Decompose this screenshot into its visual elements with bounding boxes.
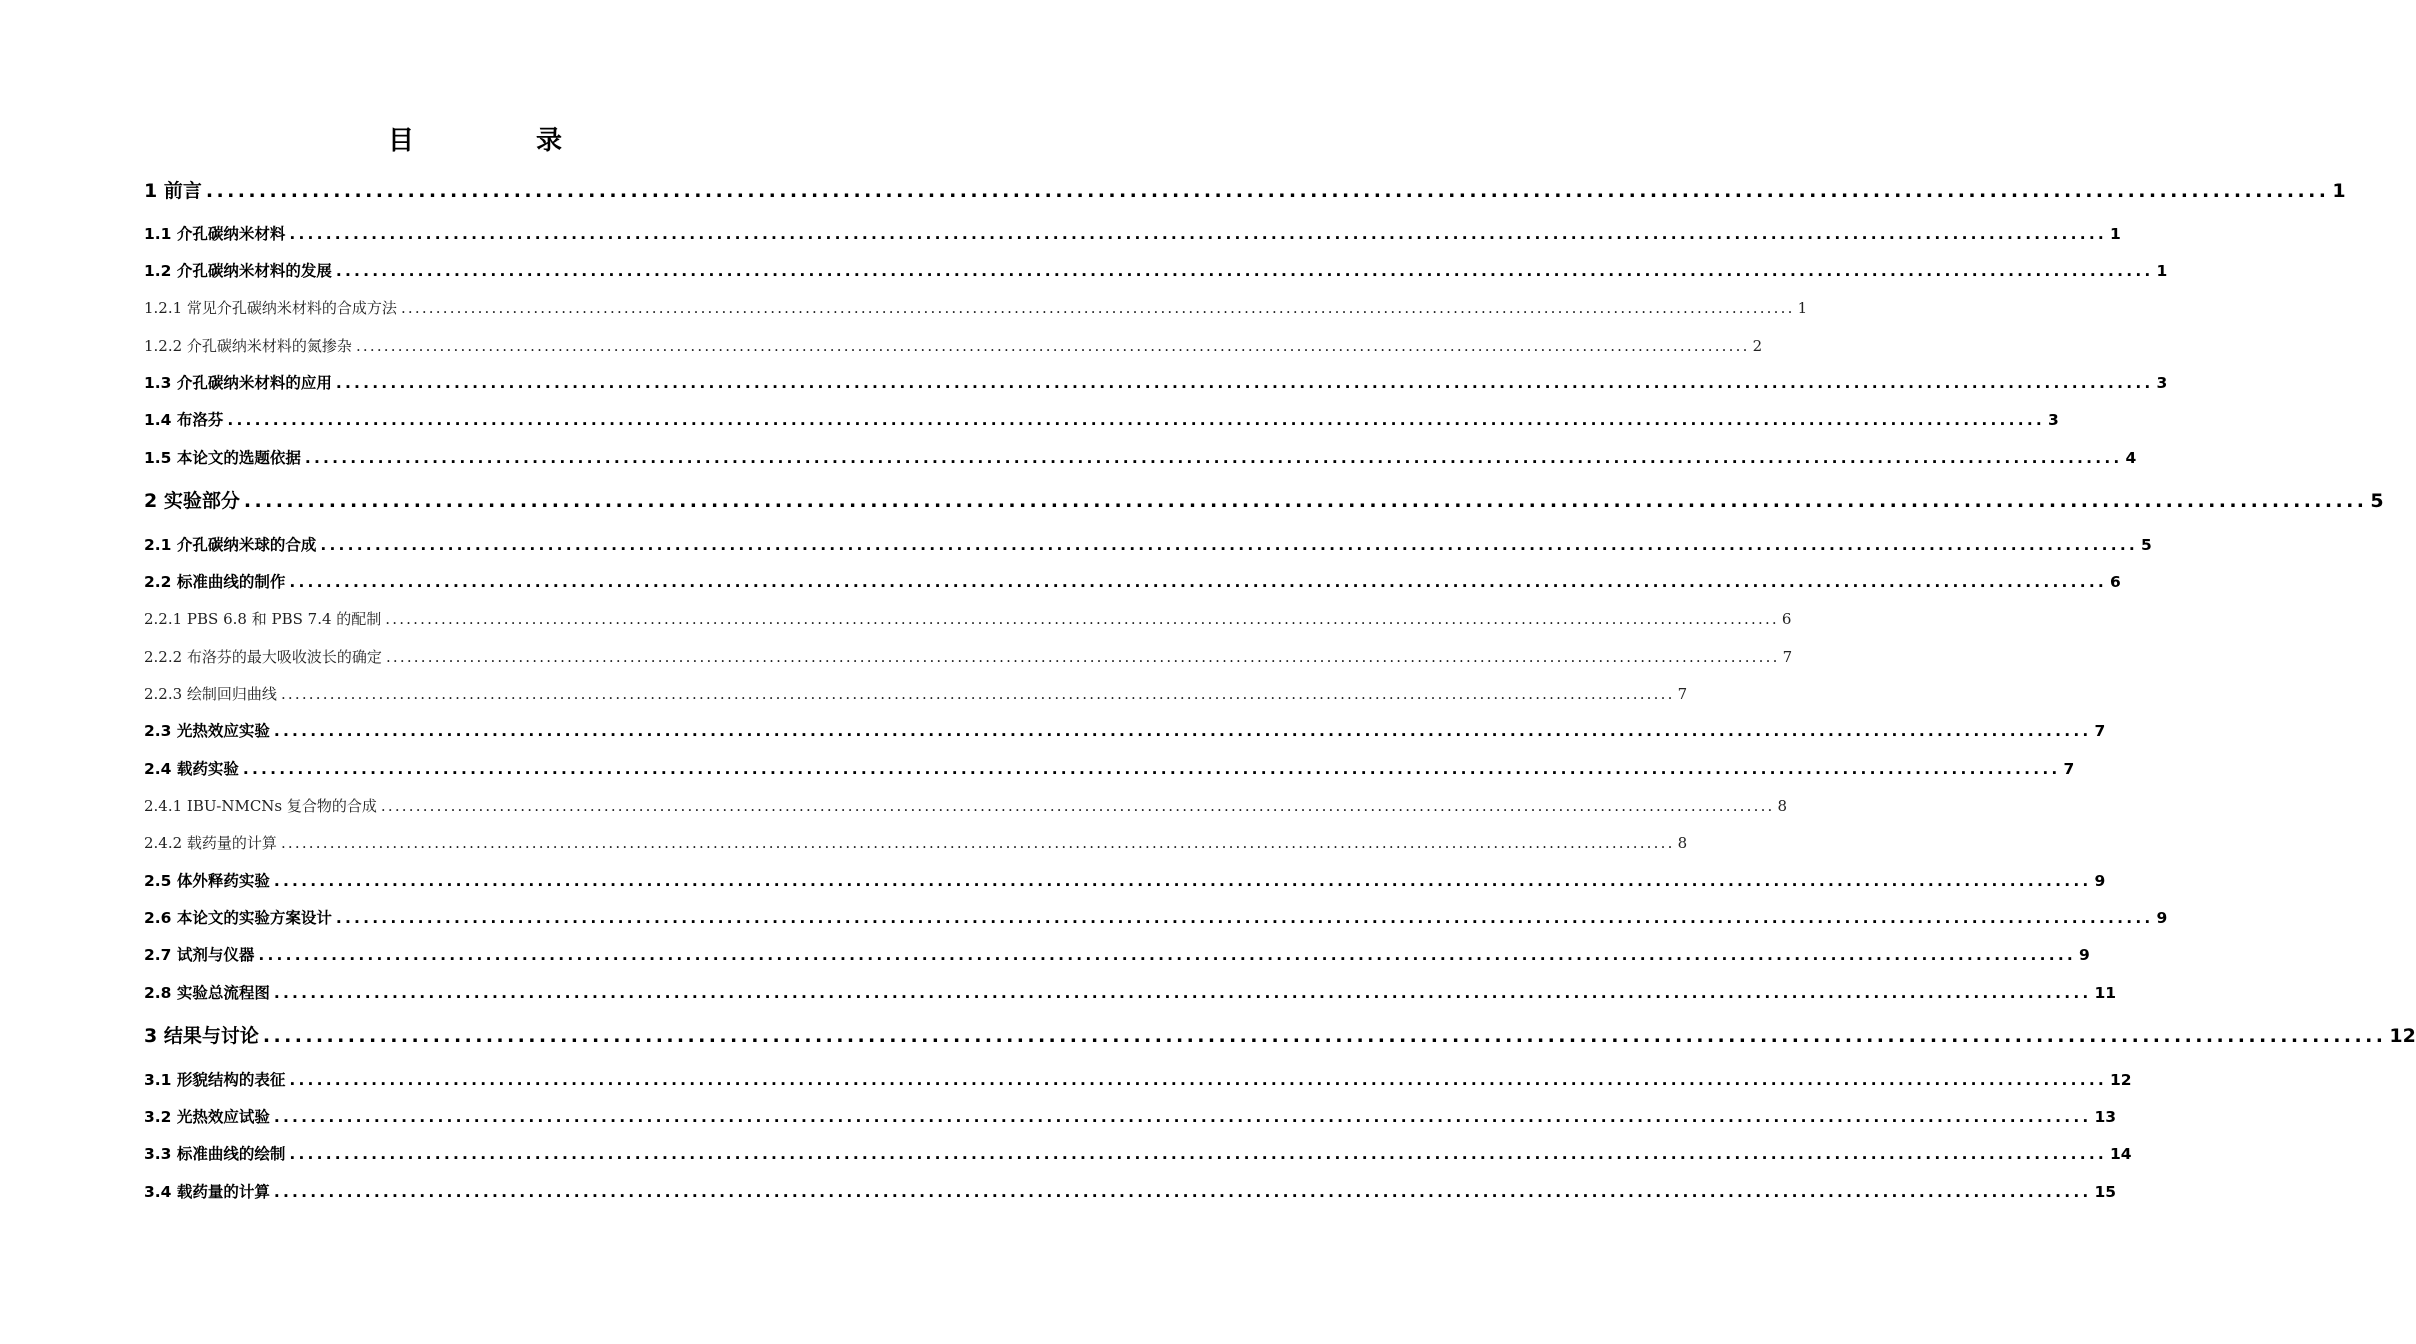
toc-entry-page: 1 <box>2156 262 2168 280</box>
toc-entry-page: 9 <box>2156 909 2168 927</box>
leader-dots: ........................................................................................................................................................................................................ <box>273 984 2092 1002</box>
toc-entry-label: 2.4 载药实验 <box>144 760 239 778</box>
toc-entry[interactable] <box>144 1180 2117 1204</box>
toc-entry-label: 2.8 实验总流程图 <box>144 984 270 1002</box>
toc-entry[interactable] <box>144 371 2168 395</box>
leader-dots: ........................................................................................................................................................................................................ <box>320 536 2138 554</box>
toc-entry[interactable] <box>144 719 2106 743</box>
leader-dots: ........................................................................................................................................................................................................ <box>335 374 2154 392</box>
toc-entry-label: 2.3 光热效应实验 <box>144 722 270 740</box>
leader-dots: ........................................................................................................................................................................................................ <box>227 411 2045 429</box>
leader-dots: ........................................................................................................................................................................................................ <box>335 262 2154 280</box>
toc-entry-label: 3.3 标准曲线的绘制 <box>144 1145 286 1163</box>
toc-entry-label: 1.3 介孔碳纳米材料的应用 <box>144 374 332 392</box>
toc-entry-page: 12 <box>2389 1025 2416 1047</box>
leader-dots: ........................................................................................................................................................................................................ <box>273 722 2092 740</box>
toc-entry-page: 11 <box>2094 984 2117 1002</box>
toc-entry-page: 7 <box>2094 722 2106 740</box>
toc-entry[interactable] <box>144 906 2168 930</box>
toc-entry-label: 3.4 载药量的计算 <box>144 1183 270 1201</box>
toc-entry-label: 2.4.1 IBU-NMCNs 复合物的合成 <box>144 797 377 815</box>
toc-entry[interactable] <box>144 1021 2416 1051</box>
toc-entry-page: 7 <box>1677 685 1688 703</box>
toc-entry-page: 5 <box>2370 490 2384 512</box>
toc-entry-label: 1.1 介孔碳纳米材料 <box>144 225 286 243</box>
toc-entry[interactable] <box>144 794 1788 818</box>
leader-dots: ........................................................................................................................................................................................................ <box>243 490 2368 512</box>
toc-entry[interactable] <box>144 1105 2117 1129</box>
toc-entry-label: 3 结果与讨论 <box>144 1025 259 1047</box>
leader-dots: ........................................................................................................................................................................................................ <box>355 337 1750 355</box>
leader-dots: ........................................................................................................................................................................................................ <box>289 225 2107 243</box>
toc-entry-page: 7 <box>1782 648 1793 666</box>
toc-entry[interactable] <box>144 831 1688 855</box>
toc-title: 目 录 <box>387 126 610 156</box>
toc-entry-page: 7 <box>2063 760 2075 778</box>
toc-entry-label: 3.2 光热效应试验 <box>144 1108 270 1126</box>
toc-entry-page: 9 <box>2094 872 2106 890</box>
toc-entry-label: 1.4 布洛芬 <box>144 411 224 429</box>
toc-entry-label: 2.2.3 绘制回归曲线 <box>144 685 277 703</box>
toc-entry-page: 1 <box>2332 180 2346 202</box>
toc-entry[interactable] <box>144 682 1688 706</box>
toc-entry-label: 2.6 本论文的实验方案设计 <box>144 909 332 927</box>
toc-entry-page: 12 <box>2110 1071 2132 1089</box>
toc-entry-page: 2 <box>1752 337 1763 355</box>
leader-dots: ........................................................................................................................................................................................................ <box>385 610 1779 628</box>
toc-entry[interactable] <box>144 869 2106 893</box>
toc-entry-page: 13 <box>2094 1108 2117 1126</box>
toc-entry[interactable] <box>144 981 2117 1005</box>
toc-entry[interactable] <box>144 334 1763 358</box>
leader-dots: ........................................................................................................................................................................................................ <box>242 760 2061 778</box>
toc-entry-page: 14 <box>2110 1145 2132 1163</box>
toc-entry-label: 1.2 介孔碳纳米材料的发展 <box>144 262 332 280</box>
leader-dots: ........................................................................................................................................................................................................ <box>273 1108 2092 1126</box>
toc-entry-label: 1 前言 <box>144 180 202 202</box>
toc-entry-label: 2 实验部分 <box>144 490 240 512</box>
toc-entry-label: 1.2.2 介孔碳纳米材料的氮掺杂 <box>144 337 352 355</box>
leader-dots: ........................................................................................................................................................................................................ <box>304 449 2123 467</box>
leader-dots: ........................................................................................................................................................................................................ <box>258 946 2076 964</box>
toc-entry[interactable] <box>144 1068 2132 1092</box>
toc-entry-page: 4 <box>2125 449 2137 467</box>
toc-entry[interactable] <box>144 259 2168 283</box>
toc-entry-page: 5 <box>2141 536 2152 554</box>
toc-entry-page: 6 <box>2110 573 2121 591</box>
leader-dots: ........................................................................................................................................................................................................ <box>385 648 1780 666</box>
toc-entry-label: 3.1 形貌结构的表征 <box>144 1071 286 1089</box>
leader-dots: ........................................................................................................................................................................................................ <box>289 573 2107 591</box>
toc-entry-page: 15 <box>2094 1183 2117 1201</box>
leader-dots: ........................................................................................................................................................................................................ <box>335 909 2154 927</box>
leader-dots: ........................................................................................................................................................................................................ <box>262 1025 2387 1047</box>
toc-entry[interactable] <box>144 757 2075 781</box>
toc-entry-page: 1 <box>2110 225 2121 243</box>
toc-entry[interactable] <box>144 943 2090 967</box>
toc-entry[interactable] <box>144 176 2346 206</box>
toc-entry-label: 2.7 试剂与仪器 <box>144 946 255 964</box>
toc-entry[interactable] <box>144 607 1792 631</box>
leader-dots: ........................................................................................................................................................................................................ <box>280 685 1675 703</box>
leader-dots: ........................................................................................................................................................................................................ <box>380 797 1775 815</box>
toc-entry-page: 8 <box>1777 797 1788 815</box>
toc-entry[interactable] <box>144 408 2059 432</box>
leader-dots: ........................................................................................................................................................................................................ <box>273 1183 2092 1201</box>
toc-entry-label: 2.5 体外释药实验 <box>144 872 270 890</box>
toc-entry-label: 2.2.2 布洛芬的最大吸收波长的确定 <box>144 648 382 666</box>
toc-entry-page: 3 <box>2156 374 2168 392</box>
leader-dots: ........................................................................................................................................................................................................ <box>273 872 2092 890</box>
toc-entry-page: 6 <box>1781 610 1792 628</box>
leader-dots: ........................................................................................................................................................................................................ <box>205 180 2330 202</box>
toc-entry[interactable] <box>144 570 2121 594</box>
toc-entry[interactable] <box>144 645 1793 669</box>
toc-entry-label: 2.1 介孔碳纳米球的合成 <box>144 536 317 554</box>
toc-entry-page: 8 <box>1677 834 1688 852</box>
toc-entry[interactable] <box>144 486 2384 516</box>
toc-entry[interactable] <box>144 533 2152 557</box>
leader-dots: ........................................................................................................................................................................................................ <box>289 1071 2107 1089</box>
toc-entry[interactable] <box>144 446 2137 470</box>
leader-dots: ........................................................................................................................................................................................................ <box>400 299 1795 317</box>
leader-dots: ........................................................................................................................................................................................................ <box>289 1145 2107 1163</box>
toc-entry-page: 3 <box>2048 411 2059 429</box>
toc-entry-label: 2.2.1 PBS 6.8 和 PBS 7.4 的配制 <box>144 610 382 628</box>
toc-entry[interactable] <box>144 222 2121 246</box>
toc-entry-label: 1.5 本论文的选题依据 <box>144 449 301 467</box>
toc-entry-label: 2.4.2 载药量的计算 <box>144 834 277 852</box>
toc-entry[interactable] <box>144 296 1808 320</box>
toc-entry[interactable] <box>144 1142 2132 1166</box>
toc-entry-page: 9 <box>2079 946 2090 964</box>
leader-dots: ........................................................................................................................................................................................................ <box>280 834 1675 852</box>
toc-entry-page: 1 <box>1797 299 1808 317</box>
toc-entry-label: 1.2.1 常见介孔碳纳米材料的合成方法 <box>144 299 397 317</box>
toc-entry-label: 2.2 标准曲线的制作 <box>144 573 286 591</box>
